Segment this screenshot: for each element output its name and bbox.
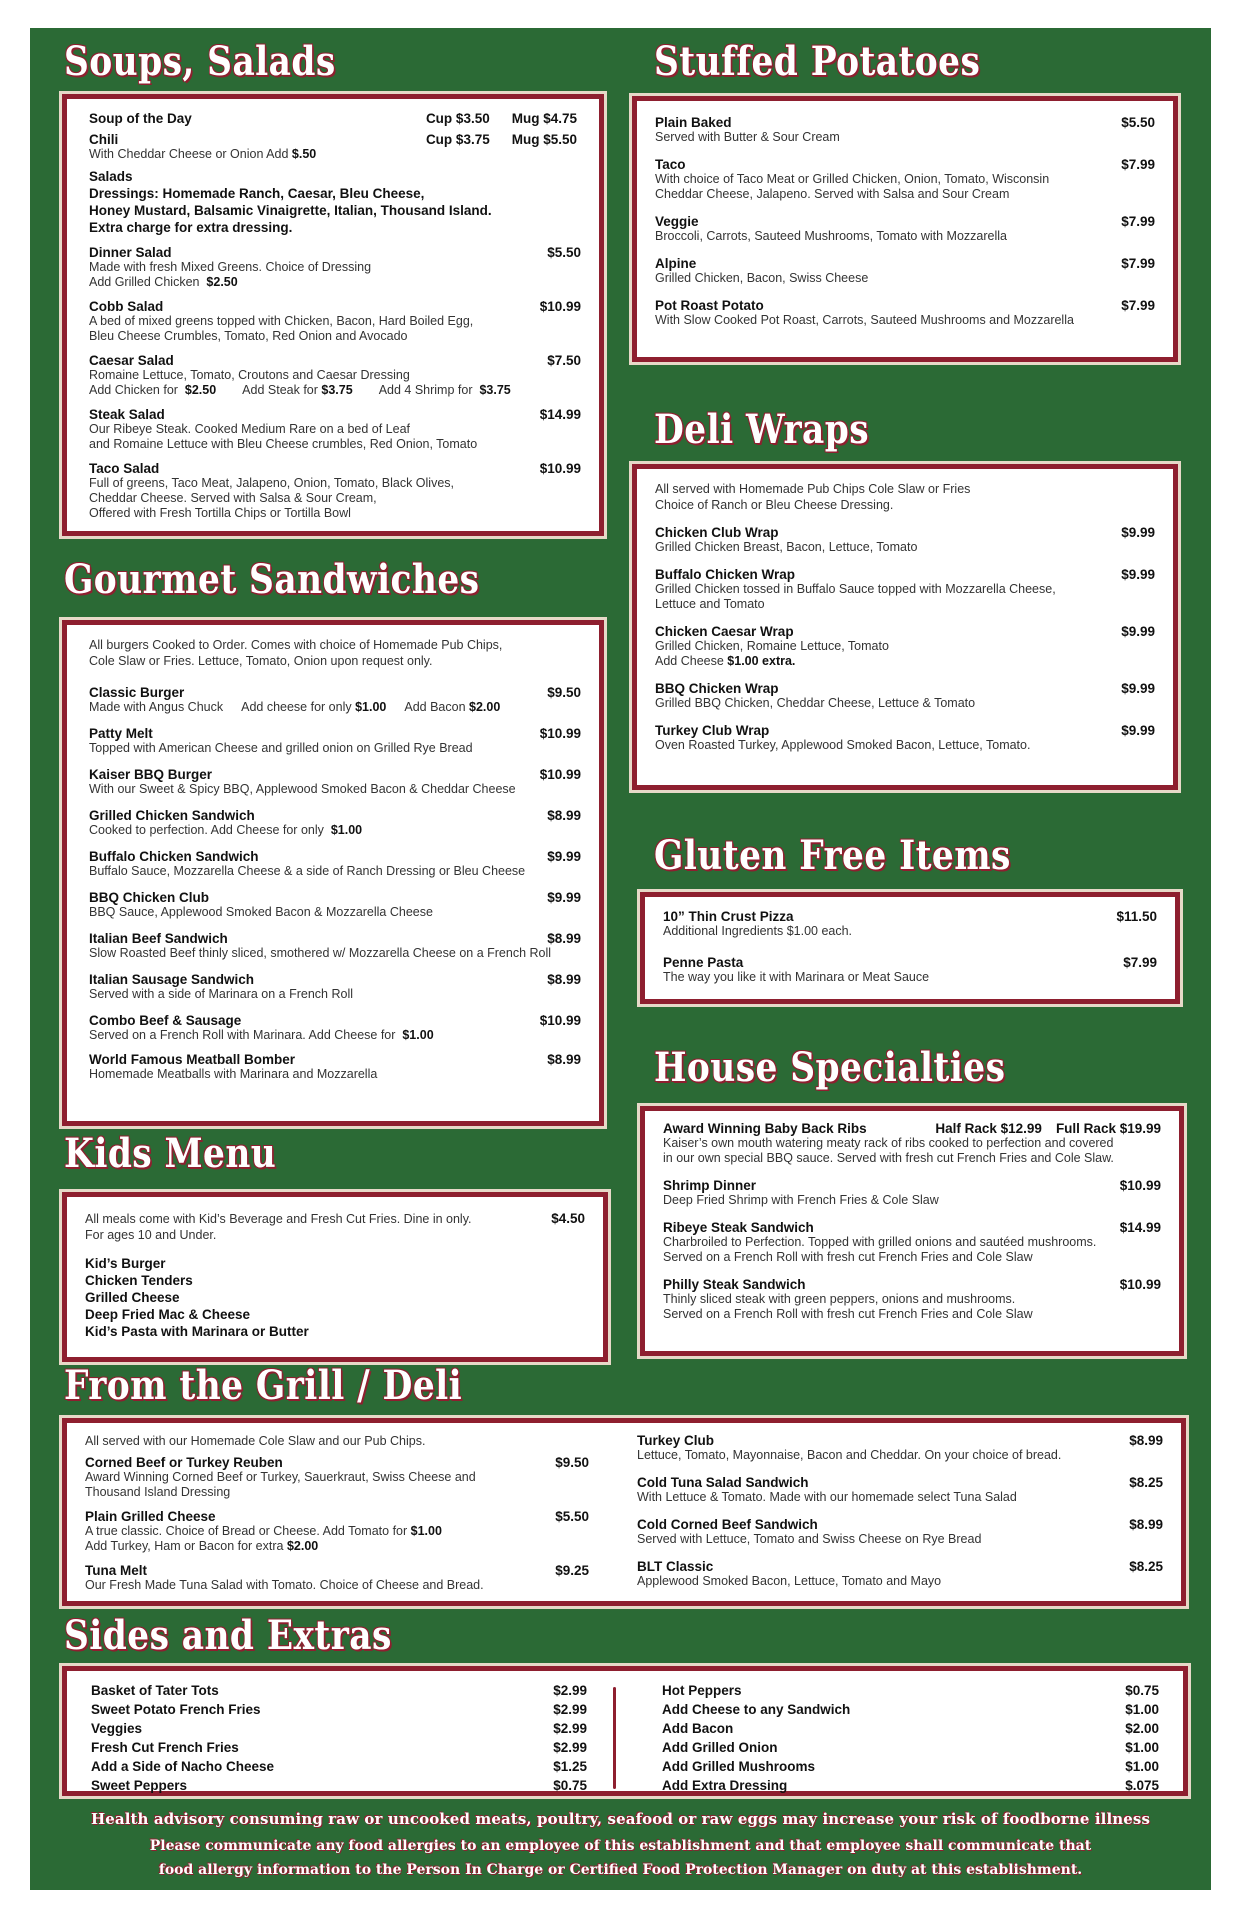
item-price: $5.50 [547,245,581,260]
item-price: $9.25 [555,1563,589,1578]
item-description: Broccoli, Carrots, Sauteed Mushrooms, Tomato with Mozzarella [655,229,1007,243]
dressing-line: Extra charge for extra dressing. [89,220,293,235]
item-description: With choice of Taco Meat or Grilled Chicken, Onion, Tomato, Wisconsin [655,172,1050,186]
menu-item-sandwich [89,726,581,756]
menu-item-wrap [655,624,1155,669]
menu-item-deli [637,1517,1163,1547]
item-price-half: Half Rack $12.99 [935,1121,1042,1136]
kids-item: Chicken Tenders [85,1273,193,1288]
heading-deli-wraps: Deli Wraps [654,406,870,453]
side-item [662,1738,1159,1757]
item-price: $9.99 [1121,723,1155,738]
item-name: Kaiser BBQ Burger [89,767,213,782]
menu-item-gluten-free [663,955,1157,985]
salads-label: Salads [89,169,133,184]
add-on-price: $1.00 [402,1028,434,1042]
add-on-price: $3.75 [321,383,353,397]
item-price: $0.75 [553,1778,587,1793]
menu-item-grill [85,1563,589,1593]
menu-item-specialty [663,1277,1161,1322]
add-on-price: $2.00 [469,700,501,714]
menu-item-specialty [663,1178,1161,1208]
item-description: Topped with American Cheese and grilled onion on Grilled Rye Bread [89,741,473,755]
item-price: $0.75 [1125,1683,1159,1698]
add-on-price: $.50 [291,147,317,161]
add-on-price: $2.50 [184,383,217,397]
menu-item-potato [655,115,1155,145]
item-price-mug: Mug $5.50 [511,132,577,147]
item-price: $11.50 [1116,909,1157,924]
add-on-label: Add cheese for only [241,700,352,714]
item-description: Cheddar Cheese. Served with Salsa & Sour Cream, [89,491,377,505]
add-on-price: $1.00 extra. [727,654,796,668]
side-item [91,1757,587,1776]
section-note: All burgers Cooked to Order. Comes with choice of Homemade Pub Chips, [89,638,503,652]
sides-extras-panel [62,1666,1188,1796]
item-name: Alpine [655,256,697,271]
menu-item-potato [655,214,1155,244]
menu-item-specialty [663,1220,1161,1265]
menu-item-dinner-salad [89,245,581,290]
menu-item-potato [655,157,1155,202]
menu-item-chili [89,132,581,162]
item-price: $.075 [1125,1778,1159,1793]
item-name: Caesar Salad [89,353,174,368]
menu-item-gluten-free [663,909,1157,939]
section-note: All meals come with Kid’s Beverage and Fresh Cut Fries. Dine in only. [85,1212,472,1226]
item-name: Combo Beef & Sausage [89,1013,242,1028]
item-description: Grilled Chicken Breast, Bacon, Lettuce, Tomato [655,540,918,554]
item-name: Sweet Peppers [91,1778,188,1793]
menu-item-soup [89,111,581,126]
kids-intro-row [85,1211,585,1227]
section-note: Cole Slaw or Fries. Lettuce, Tomato, Onion upon request only. [89,654,433,668]
menu-item-grilled-chicken-sandwich [89,808,581,838]
item-description: Bleu Cheese Crumbles, Tomato, Red Onion and Avocado [89,329,408,343]
item-description: Buffalo Sauce, Mozzarella Cheese & a side of Ranch Dressing or Bleu Cheese [89,864,526,878]
stuffed-potatoes-panel [632,96,1178,362]
side-item [662,1719,1159,1738]
item-description: Lettuce and Tomato [655,597,765,611]
item-description: Homemade Meatballs with Marinara and Mozzarella [89,1067,378,1081]
add-on-price: $1.00 [330,823,363,837]
item-description: Grilled Chicken tossed in Buffalo Sauce topped with Mozzarella Cheese, [655,582,1056,596]
item-name: Ribeye Steak Sandwich [663,1220,814,1235]
item-price: $10.99 [539,299,581,314]
item-price: $2.99 [553,1721,587,1736]
item-description: A true classic. Choice of Bread or Cheese. Add Tomato for [85,1524,408,1538]
menu-item-wrap [655,567,1155,612]
section-note: All served with Homemade Pub Chips Cole Slaw or Fries [655,482,971,496]
menu-item-deli [637,1475,1163,1505]
item-price: $8.25 [1129,1559,1163,1574]
menu-item-potato [655,298,1155,328]
item-price: $8.25 [1129,1475,1163,1490]
item-price: $10.99 [539,1013,581,1028]
side-item [662,1757,1159,1776]
item-name: World Famous Meatball Bomber [89,1052,296,1067]
item-description: Deep Fried Shrimp with French Fries & Cole Slaw [663,1193,939,1207]
item-name: Award Winning Baby Back Ribs [663,1121,867,1136]
item-description: Additional Ingredients $1.00 each. [663,924,853,938]
item-price: $7.50 [547,353,581,368]
section-note: Choice of Ranch or Bleu Cheese Dressing. [655,498,894,512]
item-name: Cold Corned Beef Sandwich [637,1517,818,1532]
item-name: Add Cheese to any Sandwich [662,1702,851,1717]
grill-left-column [85,1433,589,1593]
item-price: $8.99 [1129,1517,1163,1532]
add-on-label: Add Steak for [242,383,318,397]
item-description: Cooked to perfection. Add Cheese for only [89,823,324,837]
gourmet-sandwiches-panel [62,620,604,1126]
heading-stuffed-potatoes: Stuffed Potatoes [654,38,981,85]
item-name: Add Extra Dressing [662,1778,788,1793]
item-price: $7.99 [1121,214,1155,229]
item-description: Grilled BBQ Chicken, Cheddar Cheese, Lettuce & Tomato [655,696,976,710]
item-description: Served on a French Roll with fresh cut French Fries and Cole Slaw [663,1250,1033,1264]
item-price: $9.50 [547,685,581,700]
column-divider [613,1687,616,1789]
kids-item: Deep Fried Mac & Cheese [85,1307,251,1322]
item-name: BBQ Chicken Club [89,890,210,905]
item-name: Taco [655,157,686,172]
item-description: Made with Angus Chuck [89,700,224,714]
item-price: $14.99 [539,407,581,422]
item-price: $1.00 [1125,1759,1159,1774]
item-name: Veggies [91,1721,143,1736]
item-name: Turkey Club Wrap [655,723,770,738]
add-on-label: Add Cheese [655,654,724,668]
item-price: $9.99 [1121,525,1155,540]
item-description: and Romaine Lettuce with Bleu Cheese crumbles, Red Onion, Tomato [89,437,478,451]
item-price: $10.99 [539,726,581,741]
menu-item-sandwich [89,890,581,920]
item-price: $14.99 [1119,1220,1161,1235]
menu-item-meatball-bomber [89,1052,581,1082]
side-item [91,1776,587,1795]
menu-item-sandwich [89,849,581,879]
item-description: Our Fresh Made Tuna Salad with Tomato. Choice of Cheese and Bread. [85,1578,484,1592]
item-price: $9.99 [547,849,581,864]
item-price: $9.50 [555,1455,589,1470]
menu-item-sandwich [89,972,581,1002]
menu-item-steak-salad [89,407,581,452]
item-name: BBQ Chicken Wrap [655,681,779,696]
menu-item-deli [637,1433,1163,1463]
item-description: With Lettuce & Tomato. Made with our homemade select Tuna Salad [637,1490,1017,1504]
item-price: $2.99 [553,1702,587,1717]
item-name: Tuna Melt [85,1563,147,1578]
menu-item-sandwich [89,767,581,797]
menu-item-sandwich [89,931,581,961]
kids-menu-panel [62,1192,608,1362]
item-price: $9.99 [547,890,581,905]
add-on-price: $3.75 [479,383,511,397]
item-description: Award Winning Corned Beef or Turkey, Sauerkraut, Swiss Cheese and [85,1470,476,1484]
item-description: Served with a side of Marinara on a French Roll [89,987,354,1001]
item-description: With Slow Cooked Pot Roast, Carrots, Sauteed Mushrooms and Mozzarella [655,313,1074,327]
item-name: Soup of the Day [89,111,192,126]
item-name: Penne Pasta [663,955,744,970]
add-on-price: $1.00 [410,1524,442,1538]
item-name: Add Grilled Onion [662,1740,778,1755]
item-description: Kaiser’s own mouth watering meaty rack of ribs cooked to perfection and covered [663,1136,1114,1150]
item-name: 10” Thin Crust Pizza [663,909,794,924]
heading-gourmet-sandwiches: Gourmet Sandwiches [64,556,480,603]
item-price: $1.00 [1125,1702,1159,1717]
item-price: $10.99 [1119,1277,1161,1292]
heading-house-specialties: House Specialties [654,1044,1006,1091]
item-price: $2.99 [553,1740,587,1755]
menu-item-wrap [655,525,1155,555]
item-name: Shrimp Dinner [663,1178,757,1193]
item-price: $8.99 [547,931,581,946]
grill-right-column [637,1433,1163,1593]
heading-gluten-free: Gluten Free Items [654,832,1011,879]
item-name: Cold Tuna Salad Sandwich [637,1475,809,1490]
dressing-line: Dressings: Homemade Ranch, Caesar, Bleu Cheese, [89,186,425,201]
sides-left-column [91,1681,587,1795]
item-price: $9.99 [1121,624,1155,639]
add-on-price: $2.00 [286,1539,319,1553]
side-item [91,1719,587,1738]
item-name: Add Bacon [662,1721,734,1736]
item-description: With Cheddar Cheese or Onion Add [89,147,289,161]
item-name: Sweet Potato French Fries [91,1702,261,1717]
item-description: BBQ Sauce, Applewood Smoked Bacon & Mozzarella Cheese [89,905,433,919]
item-price: $7.99 [1121,298,1155,313]
side-item [662,1681,1159,1700]
menu-item-ribs [663,1121,1161,1166]
item-name: Steak Salad [89,407,165,422]
item-price: $5.50 [555,1509,589,1524]
item-price: $10.99 [539,461,581,476]
item-name: Turkey Club [637,1433,715,1448]
item-price-full: Full Rack $19.99 [1055,1121,1161,1136]
item-description: Offered with Fresh Tortilla Chips or Tortilla Bowl [89,506,351,520]
house-specialties-panel [640,1106,1184,1356]
item-name: Add Grilled Mushrooms [662,1759,816,1774]
item-name: Veggie [655,214,699,229]
menu-item-cobb-salad [89,299,581,344]
item-price: $2.99 [553,1683,587,1698]
item-description: Thousand Island Dressing [85,1485,231,1499]
menu-item-potato [655,256,1155,286]
menu-item-caesar-salad [89,353,581,398]
item-name: Fresh Cut French Fries [91,1740,239,1755]
item-description: Slow Roasted Beef thinly sliced, smothered w/ Mozzarella Cheese on a French Roll [89,946,552,960]
side-item [91,1738,587,1757]
add-on-label: Add 4 Shrimp for [378,383,473,397]
item-price-cup: Cup $3.75 [425,132,490,147]
item-description: The way you like it with Marinara or Meat Sauce [663,970,930,984]
item-price: $10.99 [1119,1178,1161,1193]
item-description: Our Ribeye Steak. Cooked Medium Rare on a bed of Leaf [89,422,411,436]
item-price: $8.99 [547,1052,581,1067]
menu-item-grill [85,1509,589,1554]
item-name: Plain Baked [655,115,732,130]
item-description: A bed of mixed greens topped with Chicken, Bacon, Hard Boiled Egg, [89,314,474,328]
item-price: $8.99 [547,808,581,823]
dressing-line: Honey Mustard, Balsamic Vinaigrette, Italian, Thousand Island. [89,203,492,218]
item-name: Corned Beef or Turkey Reuben [85,1455,283,1470]
menu-item-wrap [655,681,1155,711]
item-name: Pot Roast Potato [655,298,764,313]
item-description: Made with fresh Mixed Greens. Choice of Dressing [89,260,372,274]
allergy-notice-line2: food allergy information to the Person In Charge or Certified Food Protection Manager on duty at this establishment. [158,1862,1083,1878]
gluten-free-panel [640,892,1180,1004]
item-name: Plain Grilled Cheese [85,1509,216,1524]
kids-item: Kid’s Burger [85,1256,166,1271]
add-on-label: Add Bacon [404,700,466,714]
item-description: Full of greens, Taco Meat, Jalapeno, Onion, Tomato, Black Olives, [89,476,455,490]
heading-soups-salads: Soups, Salads [64,38,336,85]
item-name: Chicken Club Wrap [655,525,779,540]
item-price: $8.99 [547,972,581,987]
section-note: For ages 10 and Under. [85,1228,217,1242]
item-price: $10.99 [539,767,581,782]
add-on-price: $1.00 [355,700,387,714]
item-description: Applewood Smoked Bacon, Lettuce, Tomato and Mayo [637,1574,942,1588]
item-name: Italian Beef Sandwich [89,931,228,946]
deli-wraps-panel [632,464,1178,790]
item-price: $9.99 [1121,567,1155,582]
item-price: $9.99 [1121,681,1155,696]
item-description: Served with Lettuce, Tomato and Swiss Cheese on Rye Bread [637,1532,982,1546]
health-advisory: Health advisory consuming raw or uncooked meats, poultry, seafood or raw eggs may increase your risk of foodborne illness [90,1810,1150,1828]
item-name: Grilled Chicken Sandwich [89,808,255,823]
menu-item-taco-salad [89,461,581,521]
sides-right-column [642,1681,1159,1795]
side-item [91,1681,587,1700]
item-name: Buffalo Chicken Sandwich [89,849,259,864]
side-item [662,1776,1159,1795]
item-description: in our own special BBQ sauce. Served with fresh cut French Fries and Cole Slaw. [663,1151,1114,1165]
kids-item: Grilled Cheese [85,1290,180,1305]
heading-kids-menu: Kids Menu [64,1130,277,1177]
salads-dressing-info [89,168,581,236]
item-price: $2.00 [1125,1721,1159,1736]
item-description: Served with Butter & Sour Cream [655,130,840,144]
soups-salads-panel [62,94,604,536]
item-name: Classic Burger [89,685,185,700]
side-item [662,1700,1159,1719]
item-name: Basket of Tater Tots [91,1683,219,1698]
item-name: Dinner Salad [89,245,172,260]
kids-item: Kid’s Pasta with Marinara or Butter [85,1324,309,1339]
item-price: $7.99 [1121,157,1155,172]
item-description: Romaine Lettuce, Tomato, Croutons and Caesar Dressing [89,368,410,382]
item-name: Chicken Caesar Wrap [655,624,794,639]
item-name: Italian Sausage Sandwich [89,972,255,987]
item-description: Cheddar Cheese, Jalapeno. Served with Salsa and Sour Cream [655,187,1010,201]
item-description: Lettuce, Tomato, Mayonnaise, Bacon and Cheddar. On your choice of bread. [637,1448,1062,1462]
add-on-label: Add Chicken for [89,383,178,397]
item-price: $8.99 [1129,1433,1163,1448]
item-price-mug: Mug $4.75 [511,111,577,126]
grill-deli-panel [62,1418,1186,1606]
menu-item-deli [637,1559,1163,1589]
item-name: Hot Peppers [662,1683,742,1698]
item-price: $4.50 [551,1211,585,1226]
item-name: Buffalo Chicken Wrap [655,567,796,582]
item-name: Philly Steak Sandwich [663,1277,806,1292]
item-name: Patty Melt [89,726,153,741]
side-item [91,1700,587,1719]
item-description: Grilled Chicken, Romaine Lettuce, Tomato [655,639,889,653]
item-description: Add Grilled Chicken [89,275,200,289]
heading-sides-extras: Sides and Extras [64,1612,392,1659]
item-description: Charbroiled to Perfection. Topped with grilled onions and sautéed mushrooms. [663,1235,1097,1249]
item-description: Oven Roasted Turkey, Applewood Smoked Bacon, Lettuce, Tomato. [655,738,1031,752]
add-on-price: $2.50 [206,275,238,289]
item-price: $5.50 [1121,115,1155,130]
menu-item-classic-burger [89,685,581,715]
item-name: Taco Salad [89,461,160,476]
item-price: $1.00 [1125,1740,1159,1755]
item-description: Grilled Chicken, Bacon, Swiss Cheese [655,271,869,285]
allergy-notice-line1: Please communicate any food allergies to an employee of this establishment and that employee shall communicate that [149,1838,1092,1854]
item-price: $7.99 [1123,955,1157,970]
section-note: All served with our Homemade Cole Slaw and our Pub Chips. [85,1434,426,1448]
item-description: Thinly sliced steak with green peppers, onions and mushrooms. [663,1292,1016,1306]
item-price-cup: Cup $3.50 [425,111,490,126]
item-price: $7.99 [1121,256,1155,271]
menu-item-combo [89,1013,581,1043]
item-description: With our Sweet & Spicy BBQ, Applewood Smoked Bacon & Cheddar Cheese [89,782,516,796]
item-description: Served on a French Roll with fresh cut French Fries and Cole Slaw [663,1307,1033,1321]
item-name: Cobb Salad [89,299,164,314]
item-name: Chili [89,132,119,147]
item-description: Served on a French Roll with Marinara. Add Cheese for [89,1028,396,1042]
item-name: Add a Side of Nacho Cheese [91,1759,275,1774]
item-description: Add Turkey, Ham or Bacon for extra [85,1539,284,1553]
heading-grill-deli: From the Grill / Deli [64,1362,463,1409]
item-price: $1.25 [553,1759,587,1774]
menu-item-wrap [655,723,1155,753]
item-name: BLT Classic [637,1559,714,1574]
menu-item-grill [85,1455,589,1500]
